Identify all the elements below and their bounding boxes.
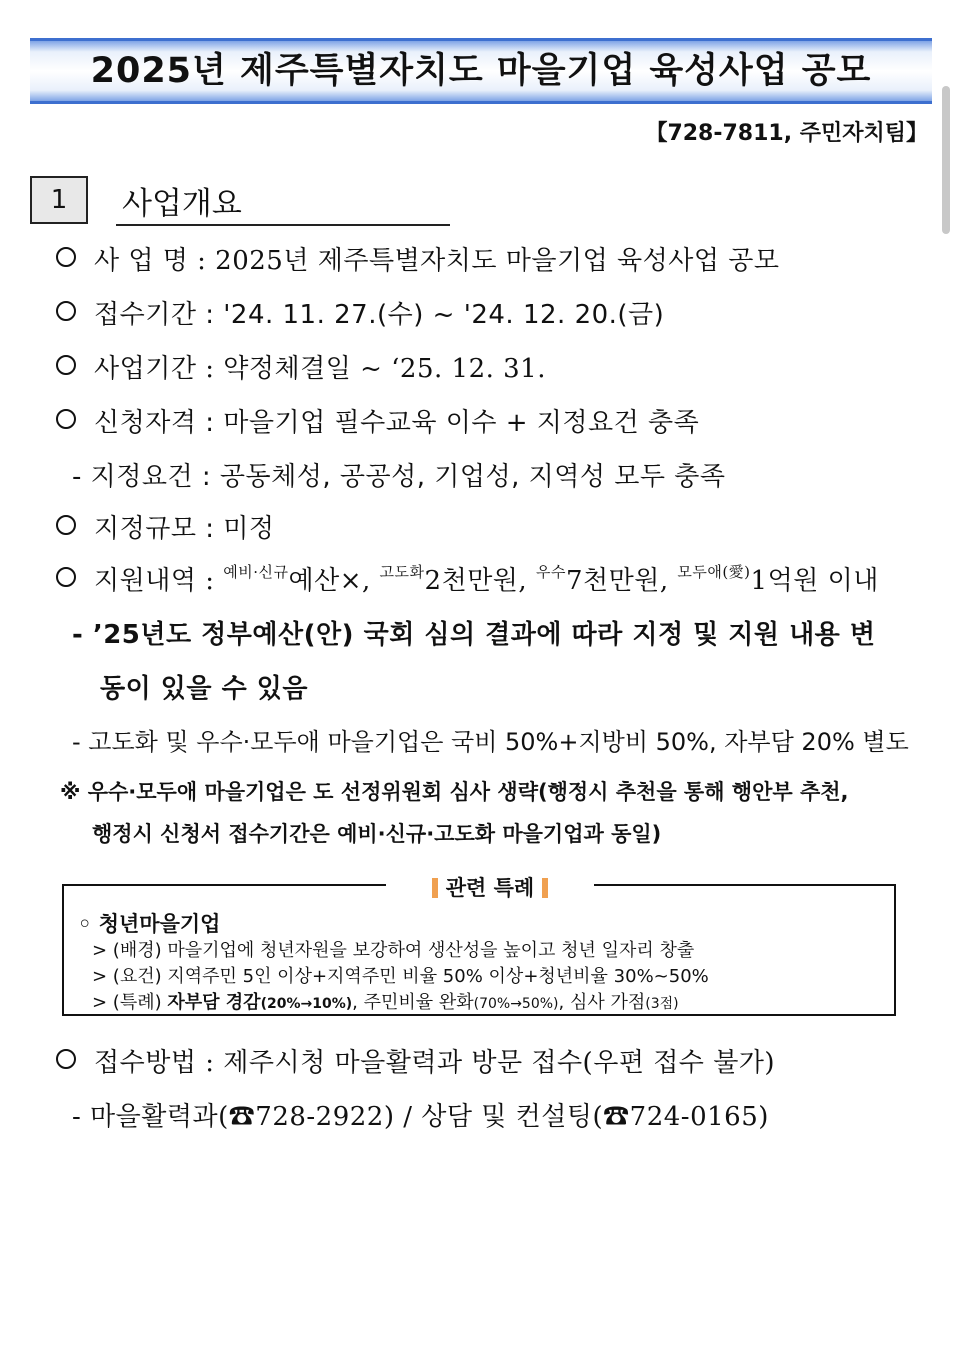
contact-info: 【728-7811, 주민자치팀】	[645, 121, 928, 146]
section-title: 사업개요	[122, 186, 242, 222]
support-tag-advanced: 고도화	[379, 563, 425, 581]
label-bar-icon	[542, 878, 548, 898]
support-tag-preliminary: 예비·신규	[223, 563, 289, 581]
section-underline	[116, 224, 450, 226]
bullet-circle-icon	[56, 567, 76, 587]
item-eligibility-sub: - 지정요건 : 공동체성, 공공성, 기업성, 지역성 모두 충족	[72, 462, 726, 492]
support-tag-excellent: 우수	[535, 563, 566, 581]
funding-note: - 고도화 및 우수·모두애 마을기업은 국비 50%+지방비 50%, 자부담 20% 별도	[72, 728, 909, 756]
document-title: 2025년 제주특별자치도 마을기업 육성사업 공모	[90, 51, 872, 91]
youth-village-heading: ◦ 청년마을기업	[78, 912, 221, 936]
item-application-period: 접수기간 : '24. 11. 27.(수) ~ '24. 12. 20.(금)	[56, 294, 664, 331]
star-note-line1: ※ 우수·모두애 마을기업은 도 선정위원회 심사 생략(행정시 추천을 통해 행안부 추천,	[60, 780, 849, 804]
support-tag-modue: 모두애(愛)	[677, 563, 751, 581]
section-number: 1	[30, 176, 88, 224]
bullet-circle-icon	[56, 1049, 76, 1069]
document-title-bar	[30, 38, 932, 104]
item-support: 지원내역 : $^{예비\cdot 신규}$예산×, $^{고도화}$2천만원, $^{우수}$7천만원, $^{모두애(愛)}$1억원 이내	[56, 560, 879, 597]
item-method-sub: - 마을활력과(☎728-2922) / 상담 및 컨설팅(☎724-0165)	[72, 1102, 769, 1132]
youth-special: > (특례) 자부담 경감(20%→10%), 주민비율 완화(70%→50%), 심사 가점(3점)	[92, 992, 679, 1013]
youth-requirements: > (요건) 지역주민 5인 이상+지역주민 비율 50% 이상+청년비율 30%~50%	[92, 966, 709, 987]
item-name: 사 업 명 : 2025년 제주특별자치도 마을기업 육성사업 공모	[56, 240, 779, 277]
item-eligibility: 신청자격 : 마을기업 필수교육 이수 + 지정요건 충족	[56, 402, 699, 439]
budget-note-line2: 동이 있을 수 있음	[100, 674, 308, 704]
scrollbar[interactable]	[942, 86, 950, 234]
item-business-period: 사업기간 : 약정체결일 ~ ‘25. 12. 31.	[56, 348, 546, 385]
bullet-circle-icon	[56, 301, 76, 321]
bullet-circle-icon	[56, 515, 76, 535]
special-provisions-label: 관련 특례	[386, 872, 594, 902]
bullet-circle-icon	[56, 409, 76, 429]
item-scale: 지정규모 : 미정	[56, 508, 275, 545]
youth-background: > (배경) 마을기업에 청년자원을 보강하여 생산성을 높이고 청년 일자리 창출	[92, 940, 695, 961]
label-bar-icon	[432, 878, 438, 898]
item-method: 접수방법 : 제주시청 마을활력과 방문 접수(우편 접수 불가)	[56, 1042, 775, 1079]
bullet-circle-icon	[56, 355, 76, 375]
bullet-circle-icon	[56, 247, 76, 267]
star-note-line2: 행정시 신청서 접수기간은 예비·신규·고도화 마을기업과 동일)	[92, 822, 662, 846]
budget-note-line1: - ’25년도 정부예산(안) 국회 심의 결과에 따라 지정 및 지원 내용 변	[72, 620, 876, 650]
